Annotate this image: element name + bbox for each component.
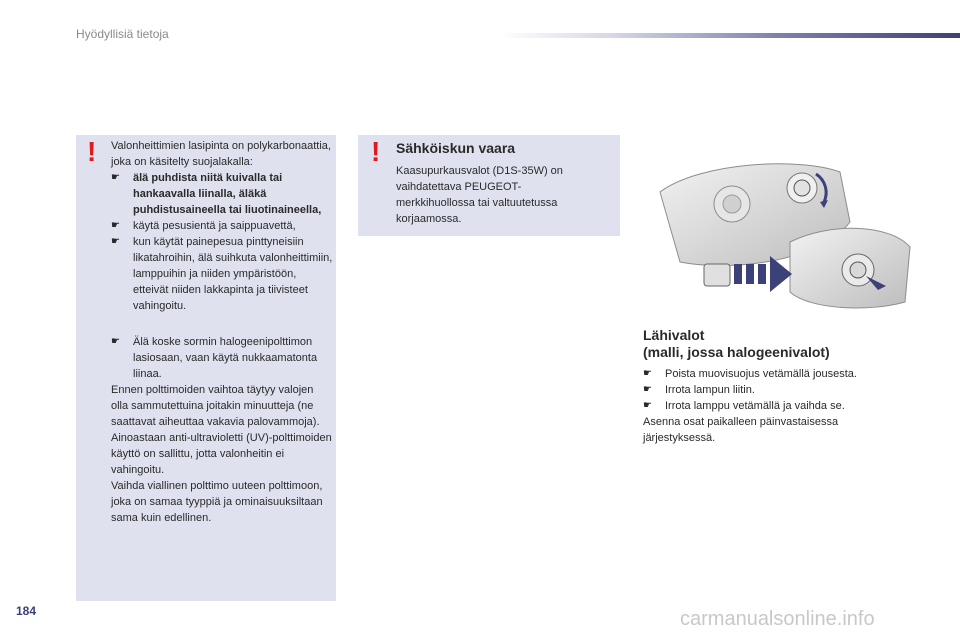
list-item-text: Irrota lampun liitin. [665, 384, 755, 396]
closing-text: Asenna osat paikalleen päinvastaisessa järjestyksessä. [643, 416, 839, 444]
low-beam-title-line1: Lähivalot [643, 327, 705, 343]
list-item-text: Älä koske sormin halogeenipolttimon lasiosaan, vaan käytä nukkaamatonta liinaa. [133, 336, 318, 380]
warning-icon: ! [371, 136, 381, 167]
warning-box-cleaning-text [111, 138, 333, 526]
electric-shock-text: Kaasupurkausvalot (D1S-35W) on vaihdatettava PEUGEOT-merkkihuollossa tai valtuutetussa korjaamossa. [396, 165, 563, 225]
electric-shock-title: Sähköiskun vaara [396, 140, 516, 156]
pointing-hand-icon: ☛ [111, 236, 120, 247]
pointing-hand-icon: ☛ [111, 220, 120, 231]
paragraph: Vaihda viallinen polttimo uuteen polttimoon, joka on samaa tyyppiä ja ominaisuuksiltaan sama kuin edellinen. [111, 480, 323, 524]
pointing-hand-icon: ☛ [111, 336, 120, 347]
warning-icon: ! [87, 136, 97, 167]
list-item-text: Irrota lamppu vetämällä ja vaihda se. [665, 400, 845, 412]
intro-text: Valonheittimien lasipinta on polykarbonaattia, joka on käsitelty suojalakalla: [111, 140, 331, 168]
paragraph: Ainoastaan anti-ultravioletti (UV)-polttimoiden käyttö on sallittu, jotta valonheitin ei vahingoitu. [111, 432, 332, 476]
section-title: Hyödyllisiä tietoja [76, 27, 169, 41]
list-item-text: kun käytät painepesua pinttyneisiin likatahroihin, älä suihkuta valonheittimiin, lamppuihin ja niiden ympäristöön, etteivät niiden lakkapinta ja tiivisteet vahingoitu. [133, 236, 333, 312]
page-number: 184 [16, 604, 37, 618]
list-item [643, 366, 903, 382]
list-item [643, 382, 903, 398]
pointing-hand-icon: ☛ [643, 368, 652, 379]
pointing-hand-icon: ☛ [643, 384, 652, 395]
list-item [111, 218, 333, 234]
list-item-text: käytä pesusientä ja saippuavettä, [133, 220, 296, 232]
list-item [111, 334, 333, 382]
watermark: carmanualsonline.info [680, 608, 875, 630]
low-beam-title-line2: (malli, jossa halogeenivalot) [643, 344, 830, 360]
list-item [111, 170, 333, 218]
list-item-text: Poista muovisuojus vetämällä jousesta. [665, 368, 857, 380]
list-item-text: älä puhdista niitä kuivalla tai hankaavalla liinalla, äläkä puhdistusaineella tai liuotinaineella, [133, 172, 322, 216]
pointing-hand-icon: ☛ [643, 400, 652, 411]
list-item [643, 398, 903, 414]
paragraph: Ennen polttimoiden vaihtoa täytyy valojen olla sammutettuina joitakin minuutteja (ne saattavat aiheuttaa vakavia palovammoja). [111, 384, 320, 428]
header-bar [500, 33, 960, 38]
list-item [111, 234, 333, 314]
low-beam-title [643, 327, 830, 361]
low-beam-steps [643, 366, 903, 446]
spacer [111, 314, 333, 334]
headlamp-bulb-illustration [640, 152, 920, 312]
pointing-hand-icon: ☛ [111, 172, 120, 183]
